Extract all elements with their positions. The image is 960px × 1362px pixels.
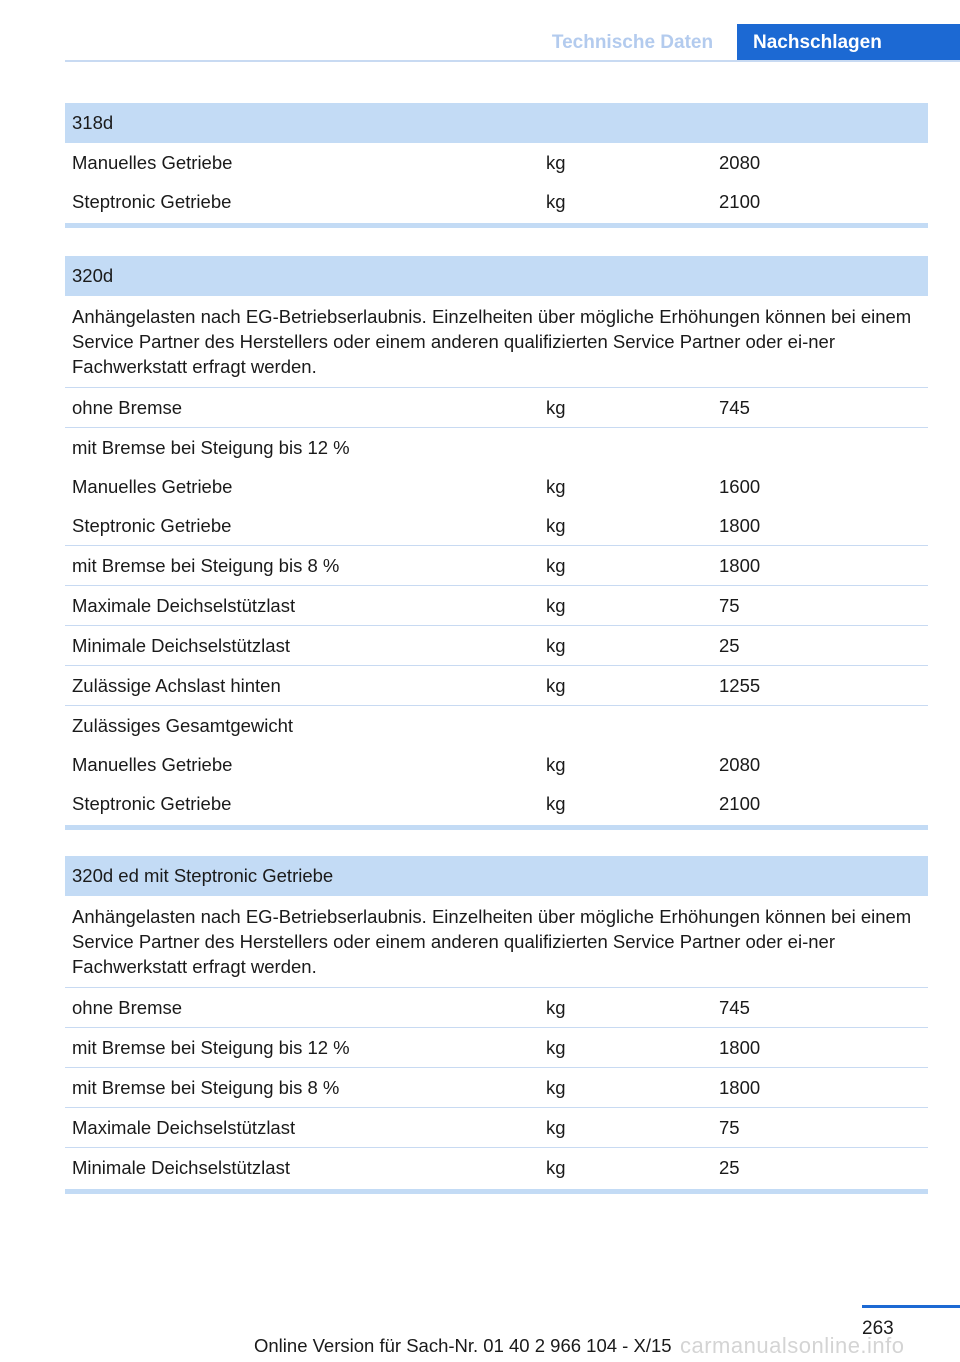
row-value: 1600 [719,476,761,497]
row-label: Minimale Deichselstützlast [72,635,290,656]
row-value: 1255 [719,675,761,696]
table-title: 320d ed mit Steptronic Getriebe [65,856,928,896]
row-value: 1800 [719,1037,761,1058]
row-value: 1800 [719,515,761,536]
row-unit: kg [546,515,566,536]
row-value: 2080 [719,152,761,173]
table-row [65,1107,928,1147]
row-unit: kg [546,635,566,656]
row-label: Zulässiges Gesamtgewicht [72,715,294,736]
row-label: mit Bremse bei Steigung bis 12 % [72,1037,350,1058]
table-row [65,585,928,625]
table-318d [65,103,928,228]
row-unit: kg [546,997,566,1018]
row-unit: kg [546,754,566,775]
table-row [65,545,928,585]
row-label: Minimale Deichselstützlast [72,1157,290,1178]
table-row [65,1147,928,1187]
table-row [65,467,928,506]
table-end-bar [65,223,928,228]
row-unit: kg [546,675,566,696]
table-row [65,506,928,545]
row-unit: kg [546,1037,566,1058]
row-unit: kg [546,1157,566,1178]
table-row [65,427,928,467]
row-label: mit Bremse bei Steigung bis 8 % [72,1077,340,1098]
row-label: Maximale Deichselstützlast [72,1117,296,1138]
row-label: Steptronic Getriebe [72,191,232,212]
footer-version-text: Online Version für Sach-Nr. 01 40 2 966 104 - X/15 [254,1335,672,1356]
footer-accent-line [862,1305,960,1308]
row-unit: kg [546,152,566,173]
table-320d-ed [65,856,928,1194]
row-label: Steptronic Getriebe [72,793,232,814]
table-row [65,988,928,1027]
row-unit: kg [546,191,566,212]
table-row [65,1067,928,1107]
table-row [65,705,928,745]
table-320d [65,256,928,830]
row-label: mit Bremse bei Steigung bis 8 % [72,555,340,576]
table-row [65,784,928,823]
row-value: 25 [719,635,740,656]
row-value: 25 [719,1157,740,1178]
row-label: ohne Bremse [72,997,183,1018]
row-unit: kg [546,1117,566,1138]
table-end-bar [65,1189,928,1194]
table-end-bar [65,825,928,830]
row-value: 2100 [719,191,761,212]
table-row [65,182,928,221]
row-value: 1800 [719,555,761,576]
row-value: 2080 [719,754,761,775]
chapter-tab-nachschlagen: Nachschlagen [737,24,960,62]
row-value: 75 [719,1117,740,1138]
row-label: Zulässige Achslast hinten [72,675,281,696]
header-divider [65,60,960,62]
row-label: Manuelles Getriebe [72,754,233,775]
row-unit: kg [546,555,566,576]
table-row [65,745,928,784]
row-unit: kg [546,793,566,814]
table-row [65,1027,928,1067]
row-label: ohne Bremse [72,397,183,418]
table-title: 318d [65,103,928,143]
row-value: 2100 [719,793,761,814]
watermark: carmanualsonline.info [680,1333,905,1358]
row-value: 745 [719,397,750,418]
section-tab-technische-daten: Technische Daten [551,32,714,53]
row-label: Steptronic Getriebe [72,515,232,536]
row-unit: kg [546,595,566,616]
table-row [65,143,928,182]
table-row [65,625,928,665]
page-number: 263 [862,1318,894,1339]
row-value: 745 [719,997,750,1018]
table-title: 320d [65,256,928,296]
row-unit: kg [546,397,566,418]
table-row [65,388,928,427]
row-label: Manuelles Getriebe [72,476,233,497]
table-row [65,665,928,705]
table-note: Anhängelasten nach EG-Betriebserlaubnis. Einzelheiten über mögliche Erhöhungen können bei einem Service Partner des Herstellers oder einem anderen qualifizierten Service Partner oder ei-ner Fachwerkstatt erfragt werden. [65,896,928,988]
table-note: Anhängelasten nach EG-Betriebserlaubnis. Einzelheiten über mögliche Erhöhungen können bei einem Service Partner des Herstellers oder einem anderen qualifizierten Service Partner oder ei-ner Fachwerkstatt erfragt werden. [65,296,928,388]
row-value: 75 [719,595,740,616]
row-label: Manuelles Getriebe [72,152,233,173]
row-label: Maximale Deichselstützlast [72,595,296,616]
row-unit: kg [546,476,566,497]
row-value: 1800 [719,1077,761,1098]
row-unit: kg [546,1077,566,1098]
row-label: mit Bremse bei Steigung bis 12 % [72,437,350,458]
